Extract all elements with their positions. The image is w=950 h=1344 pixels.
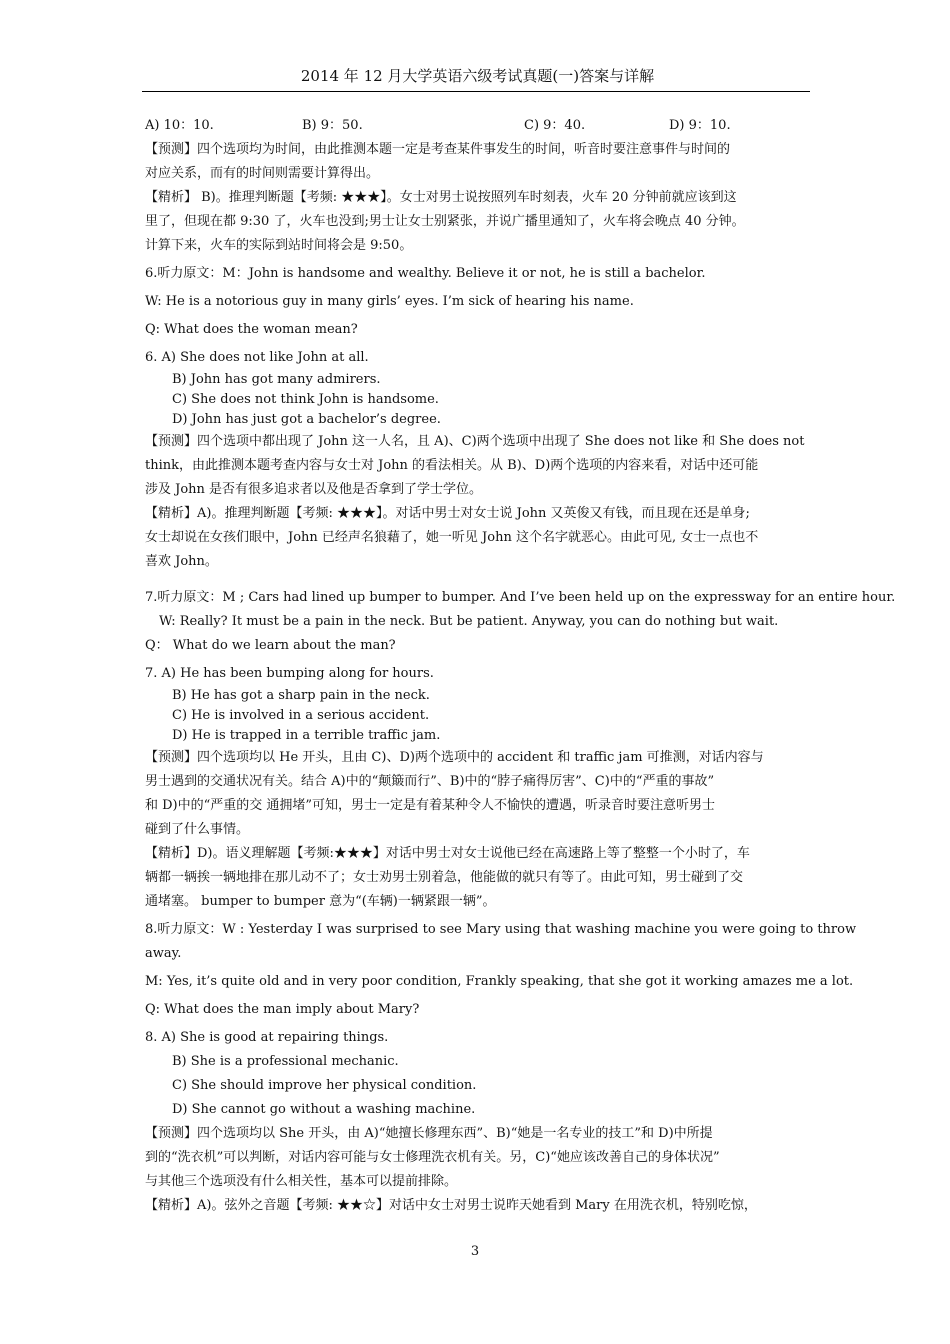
q7-option-a: 7. A) He has been bumping along for hours. bbox=[145, 666, 434, 681]
q6-analysis-line: 【精析】A)。推理判断题【考频: ★★★】。对话中男士对女士说 John 又英俊又有钱，而且现在还是单身; bbox=[145, 506, 750, 521]
q5-options bbox=[145, 114, 813, 138]
q8-analysis-line: 【精析】A)。弦外之音题【考频: ★★☆】对话中女士对男士说昨天她看到 Mary 在用洗衣机，特别吃惊， bbox=[145, 1198, 757, 1213]
q7-predict-line: 男士遇到的交通状况有关。结合 A)中的“颠簸而行”、B)中的“脖子痛得厉害”、C)中的“严重的事故” bbox=[145, 774, 715, 789]
q7-analysis-line: 通堵塞。 bumper to bumper 意为“(车辆)一辆紧跟一辆”。 bbox=[145, 894, 496, 909]
q7-transcript-line: W: Really? It must be a pain in the neck. But be patient. Anyway, you can do nothing but wait. bbox=[159, 614, 779, 629]
q5-analysis-line: 计算下来，火车的实际到站时间将会是 9:50。 bbox=[145, 238, 413, 253]
q5-option-a: A) 10：10. bbox=[145, 118, 214, 133]
q6-transcript-line: W: He is a notorious guy in many girls’ eyes. I’m sick of hearing his name. bbox=[145, 294, 634, 309]
q5-predict-line: 【预测】四个选项均为时间，由此推测本题一定是考查某件事发生的时间，听音时要注意事件与时间的 bbox=[145, 142, 731, 157]
q8-option-b: B) She is a professional mechanic. bbox=[172, 1054, 399, 1069]
q8-transcript-line: M: Yes, it’s quite old and in very poor condition, Frankly speaking, that she got it working amazes me a lot. bbox=[145, 974, 854, 989]
header-rule bbox=[142, 91, 810, 92]
q8-predict-line: 到的“洗衣机”可以判断，对话内容可能与女士修理洗衣机有关。另，C)“她应该改善自己的身体状况” bbox=[145, 1150, 720, 1165]
q7-analysis-line: 【精析】D)。语义理解题【考频:★★★】对话中男士对女士说他已经在高速路上等了整整一个小时了，车 bbox=[145, 846, 750, 861]
q8-predict-line: 与其他三个选项没有什么相关性，基本可以提前排除。 bbox=[145, 1174, 458, 1189]
q6-option-c: C) She does not think John is handsome. bbox=[172, 392, 439, 407]
q5-option-c: C) 9：40. bbox=[524, 118, 586, 133]
q5-predict-line: 对应关系，而有的时间则需要计算得出。 bbox=[145, 166, 380, 181]
q5-analysis-line: 里了，但现在都 9:30 了，火车也没到;男士让女士别紧张，并说广播里通知了，火车将会晚点 40 分钟。 bbox=[145, 214, 745, 229]
q6-transcript-line: 6.听力原文：M：John is handsome and wealthy. Believe it or not, he is still a bachelor. bbox=[145, 266, 706, 281]
q8-predict-line: 【预测】四个选项均以 She 开头，由 A)“她擅长修理东西”、B)“她是一名专业的技工”和 D)中所提 bbox=[145, 1126, 713, 1141]
q7-predict-line: 和 D)中的“严重的交 通拥堵”可知，男士一定是有着某种令人不愉快的遭遇，听录音时要注意听男士 bbox=[145, 798, 716, 813]
q8-transcript-line: away. bbox=[145, 946, 182, 961]
q7-analysis-line: 辆都一辆挨一辆地排在那儿动不了；女士劝男士别着急，他能做的就只有等了。由此可知，男士碰到了交 bbox=[145, 870, 744, 885]
q8-option-d: D) She cannot go without a washing machine. bbox=[172, 1102, 476, 1117]
q8-question: Q: What does the man imply about Mary? bbox=[145, 1002, 420, 1017]
document-body bbox=[145, 114, 896, 1218]
q6-predict-line: 【预测】四个选项中都出现了 John 这一人名，且 A)、C)两个选项中出现了 She does not like 和 She does not bbox=[145, 434, 805, 449]
q6-question: Q: What does the woman mean? bbox=[145, 322, 358, 337]
q6-predict-line: 涉及 John 是否有很多追求者以及他是否拿到了学士学位。 bbox=[145, 482, 483, 497]
q7-question: Q： What do we learn about the man? bbox=[145, 638, 396, 653]
q6-analysis-line: 女士却说在女孩们眼中，John 已经声名狼藉了，她一听见 John 这个名字就恶心。由此可见, 女士一点也不 bbox=[145, 530, 759, 545]
q6-option-a: 6. A) She does not like John at all. bbox=[145, 350, 369, 365]
q8-option-a: 8. A) She is good at repairing things. bbox=[145, 1030, 389, 1045]
q7-option-d: D) He is trapped in a terrible traffic jam. bbox=[172, 728, 441, 743]
q5-option-d: D) 9：10. bbox=[669, 118, 731, 133]
q6-predict-line: think，由此推测本题考查内容与女士对 John 的看法相关。从 B)、D)两个选项的内容来看，对话中还可能 bbox=[145, 458, 759, 473]
q5-option-b: B) 9：50. bbox=[302, 118, 363, 133]
page-number: 3 bbox=[470, 1244, 480, 1259]
q8-option-c: C) She should improve her physical condition. bbox=[172, 1078, 477, 1093]
q7-option-c: C) He is involved in a serious accident. bbox=[172, 708, 430, 723]
q7-option-b: B) He has got a sharp pain in the neck. bbox=[172, 688, 430, 703]
q7-transcript-line: 7.听力原文：M ; Cars had lined up bumper to bumper. And I’ve been held up on the expressway for an entire hour. bbox=[145, 590, 896, 605]
page-header-title: 2014 年 12 月大学英语六级考试真题(一)答案与详解 bbox=[300, 67, 655, 85]
q7-predict-line: 【预测】四个选项均以 He 开头，且由 C)、D)两个选项中的 accident 和 traffic jam 可推测，对话内容与 bbox=[145, 750, 764, 765]
q6-option-d: D) John has just got a bachelor’s degree. bbox=[172, 412, 441, 427]
q5-analysis-line: 【精析】 B)。推理判断题【考频: ★★★】。女士对男士说按照列车时刻表，火车 20 分钟前就应该到这 bbox=[145, 190, 737, 205]
q6-analysis-line: 喜欢 John。 bbox=[145, 554, 218, 569]
q8-transcript-line: 8.听力原文：W : Yesterday I was surprised to see Mary using that washing machine you were going to throw bbox=[145, 922, 857, 937]
q7-predict-line: 碰到了什么事情。 bbox=[145, 822, 250, 837]
q6-option-b: B) John has got many admirers. bbox=[172, 372, 381, 387]
